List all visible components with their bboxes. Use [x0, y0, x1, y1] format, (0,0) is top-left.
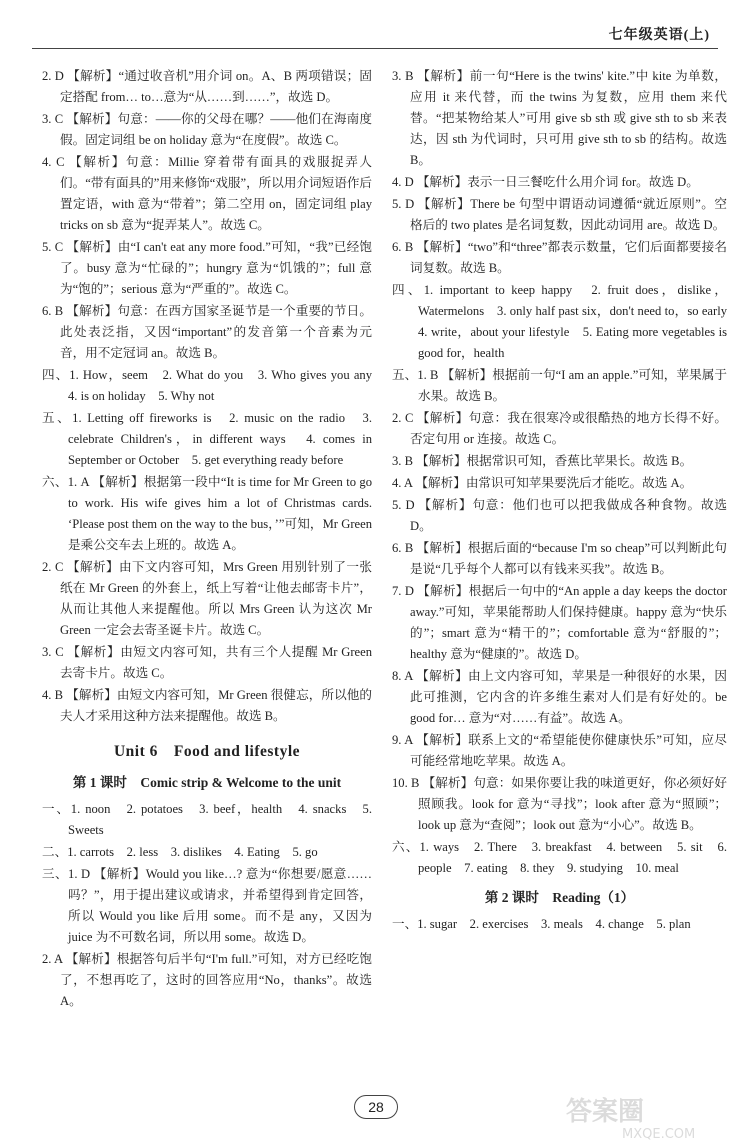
answer-entry: 六、1. ways 2. There 3. breakfast 4. between 5. sit 6. people 7. eating 8. they 9. studying 10. meal	[392, 840, 727, 875]
answer-entry: 5. C 【解析】由“I can't eat any more food.”可知，“我”已经饱了。busy 意为“忙碌的”；hungry 意为“饥饿的”；full 意为“饱的”；serious 意为“严重的”。故选 C。	[42, 240, 372, 296]
answer-entry: 5. D 【解析】句意：他们也可以把我做成各种食物。故选 D。	[392, 498, 727, 533]
answer-entry: 6. B 【解析】根据后面的“because I'm so cheap”可以判断此句是说“几乎每个人都可以有钱来买我”。故选 B。	[392, 541, 727, 576]
lesson-title: 第 1 课时 Comic strip & Welcome to the unit	[72, 775, 342, 790]
answer-entry: 五、1. Letting off fireworks is 2. music on the radio 3. celebrate Children's，in different ways 4. comes in September or October 5. get everything ready before	[42, 411, 372, 467]
answer-entry: 3. B 【解析】前一句“Here is the twins' kite.”中 kite 为单数，应用 it 来代替，而 the twins 为复数，应用 them 来代替。“把某物给某人”可用 give sb sth 或 give sth to sb 来表达，因 sth 为代词时，只可用 give sth to sb 的结构。故选 B。	[392, 69, 727, 167]
answer-entry: 2. C 【解析】由下文内容可知，Mrs Green 用别针别了一张纸在 Mr Green 的外套上，纸上写着“让他去邮寄卡片”，从而让其他人来提醒他。所以 Mrs Green 认为这次 Mr Green 一定会去寄圣诞卡片。故选 C。	[42, 560, 372, 637]
watermark-logo	[562, 1090, 732, 1142]
answer-entry: 3. B 【解析】根据常识可知，香蕉比苹果长。故选 B。	[392, 454, 693, 468]
left-column	[42, 66, 385, 1013]
answer-entry: 4. B 【解析】由短文内容可知，Mr Green 很健忘，所以他的夫人才采用这种方法来提醒他。故选 B。	[42, 688, 372, 723]
answer-entry: 4. D 【解析】表示一日三餐吃什么用介词 for。故选 D。	[392, 175, 699, 189]
answer-entry: 2. C 【解析】句意：我在很寒冷或很酷热的地方长得不好。否定句用 or 连接。故选 C。	[392, 411, 727, 446]
unit-title: Unit 6 Food and lifestyle	[113, 743, 301, 760]
answer-entry: 三、1. D 【解析】Would you like…? 意为“你想要/愿意……吗？”，用于提出建议或请求，并希望得到肯定回答，所以 Would you like 后用 some。而不是 any，又因为 juice 为不可数名词，所以用 some。故选 D。	[42, 867, 372, 944]
answer-entry: 一、1. sugar 2. exercises 3. meals 4. change 5. plan	[392, 917, 691, 931]
answer-entry: 10. B 【解析】句意：如果你要让我的味道更好，你必须好好照顾我。look for 意为“寻找”；look after 意为“照顾”；look up 意为“查阅”；look out 意为“小心”。故选 B。	[392, 776, 727, 832]
page-number: 28	[354, 1095, 398, 1119]
answer-entry: 5. D 【解析】There be 句型中谓语动词遵循“就近原则”。空格后的 two plates 是名词复数，因此动词用 are。故选 D。	[392, 197, 727, 232]
answer-entry: 7. D 【解析】根据后一句中的“An apple a day keeps the doctor away.”可知，苹果能帮助人们保持健康。happy 意为“快乐的”；smart 意为“精干的”；comfortable 意为“舒服的”；healthy 意为“健康的”。故选 D。	[392, 584, 727, 661]
svg-text:MXQE.COM: MXQE.COM	[622, 1127, 696, 1142]
answer-entry: 六、1. A 【解析】根据第一段中“It is time for Mr Green to go to work. His wife gives him a lot of Christmas cards. ‘Please post them on the way to the bus，’”可知，Mr Green 是乘公交车去上班的。故选 A。	[42, 475, 372, 552]
answer-entry: 2. D 【解析】“通过收音机”用介词 on。A、B 两项错误；固定搭配 from… to…意为“从……到……”，故选 D。	[42, 69, 372, 104]
page-header	[32, 22, 718, 49]
answer-entry: 4. C 【解析】句意：Millie 穿着带有面具的戏服捉弄人们。“带有面具的”用来修饰“戏服”，所以用介词短语作后置定语，with 意为“带着”；第二空用 on，固定词组 play tricks on sb 意为“捉弄某人”。故选 C。	[42, 155, 373, 232]
svg-text:答案圈: 答案圈	[566, 1097, 645, 1127]
answer-entry: 3. C 【解析】句意：——你的父母在哪？——他们在海南度假。固定词组 be on holiday 意为“在度假”。故选 C。	[42, 112, 372, 147]
answer-entry: 8. A 【解析】由上文内容可知，苹果是一种很好的水果，因此可推测，它内含的许多维生素对人们是有好处的。be good for… 意为“对……有益”。故选 A。	[392, 669, 727, 725]
answer-entry: 四、1. How，seem 2. What do you 3. Who gives you any 4. is on holiday 5. Why not	[42, 368, 385, 403]
answer-entry: 6. B 【解析】句意：在西方国家圣诞节是一个重要的节日。此处表泛指，又因“important”的发音第一个音素为元音，用不定冠词 an。故选 B。	[42, 304, 372, 360]
header-title: 七年级英语(上)	[608, 28, 710, 43]
answer-entry: 2. A 【解析】根据答句后半句“I'm full.”可知，对方已经吃饱了，不想再吃了，这时的回答应用“No，thanks”。故选 A。	[42, 952, 372, 1008]
right-column	[392, 66, 740, 936]
answer-entry: 四、1. important to keep happy 2. fruit does，dislike，Watermelons 3. only half past six，don't need to，so early 4. write，about your lifestyle 5. Eating more vegetables is good for，health	[392, 283, 740, 360]
lesson-title: 第 2 课时 Reading（1）	[484, 890, 635, 905]
answer-entry: 9. A 【解析】联系上文的“希望能使你健康快乐”可知，应尽可能经常地吃苹果。故选 A。	[392, 733, 727, 768]
answer-entry: 一、1. noon 2. potatoes 3. beef，health 4. snacks 5. Sweets	[42, 802, 372, 837]
answer-entry: 五、1. B 【解析】根据前一句“I am an apple.”可知，苹果属于水果。故选 B。	[392, 368, 727, 403]
answer-entry: 3. C 【解析】由短文内容可知，共有三个人提醒 Mr Green 去寄卡片。故选 C。	[42, 645, 372, 680]
answer-entry: 二、1. carrots 2. less 3. dislikes 4. Eating 5. go	[42, 845, 318, 859]
answer-entry: 4. A 【解析】由常识可知苹果要洗后才能吃。故选 A。	[392, 476, 693, 490]
answer-entry: 6. B 【解析】“two”和“three”都表示数量，它们后面都要接名词复数。故选 B。	[392, 240, 727, 275]
